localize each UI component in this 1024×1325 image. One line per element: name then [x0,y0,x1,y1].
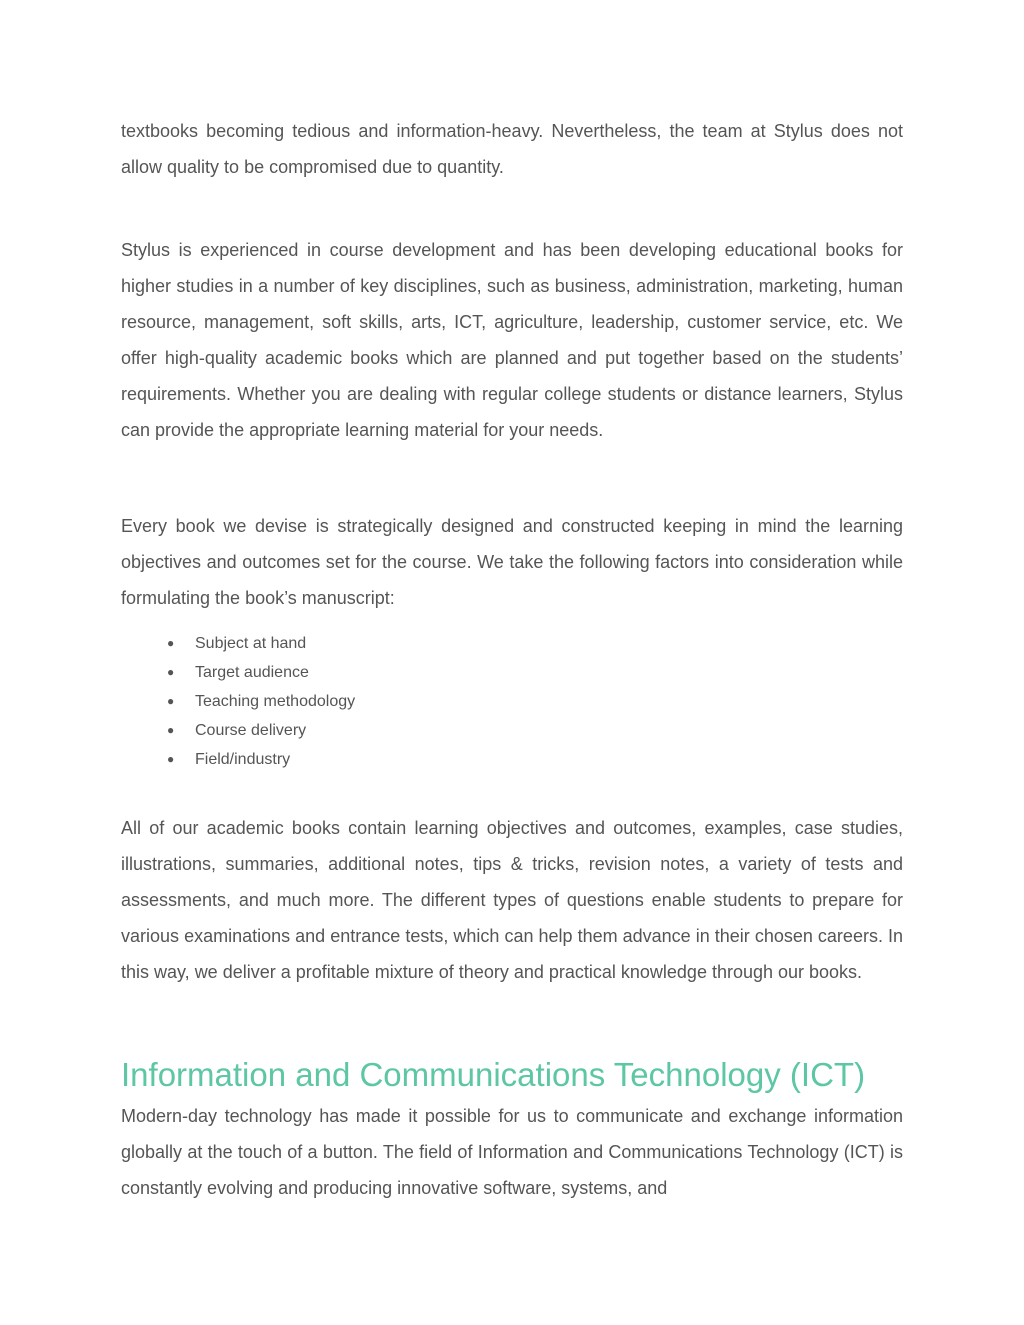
list-item-label: Field/industry [195,751,291,768]
factors-list [167,629,355,774]
list-item [167,658,355,687]
bullet-icon: ● [167,694,175,708]
section-heading-ict: Information and Communications Technology (ICT) [121,1056,866,1093]
paragraph-book-contents: All of our academic books contain learning objectives and outcomes, examples, case studies, illustrations, summaries, additional notes, tips & tricks, revision notes, a variety of tests and assessments, and much more. The different types of questions enable students to prepare for various examinations and entrance tests, which can help them advance in their chosen careers. In this way, we deliver a profitable mixture of theory and practical knowledge through our books. [121,818,903,982]
bullet-icon: ● [167,636,175,650]
list-item [167,716,355,745]
bullet-icon: ● [167,752,175,766]
list-item [167,745,355,774]
list-item-label: Target audience [195,664,309,681]
list-item-label: Teaching methodology [195,693,356,710]
paragraph-book-design: Every book we devise is strategically designed and constructed keeping in mind the learning objectives and outcomes set for the course. We take the following factors into consideration while formulating the book’s manuscript: [121,516,903,608]
paragraph-ict-intro: Modern-day technology has made it possible for us to communicate and exchange information globally at the touch of a button. The field of Information and Communications Technology (ICT) is constantly evolving and producing innovative software, systems, and [121,1106,903,1198]
list-item-label: Subject at hand [195,635,307,652]
list-item [167,687,355,716]
bullet-icon: ● [167,723,175,737]
paragraph-intro: textbooks becoming tedious and information-heavy. Nevertheless, the team at Stylus does not allow quality to be compromised due to quantity. [121,121,903,177]
paragraph-stylus-experience: Stylus is experienced in course development and has been developing educational books for higher studies in a number of key disciplines, such as business, administration, marketing, human resource, management, soft skills, arts, ICT, agriculture, leadership, customer service, etc. We offer high-quality academic books which are planned and put together based on the students’ requirements. Whether you are dealing with regular college students or distance learners, Stylus can provide the appropriate learning material for your needs. [121,240,903,440]
list-item [167,629,355,658]
bullet-icon: ● [167,665,175,679]
list-item-label: Course delivery [195,722,307,739]
